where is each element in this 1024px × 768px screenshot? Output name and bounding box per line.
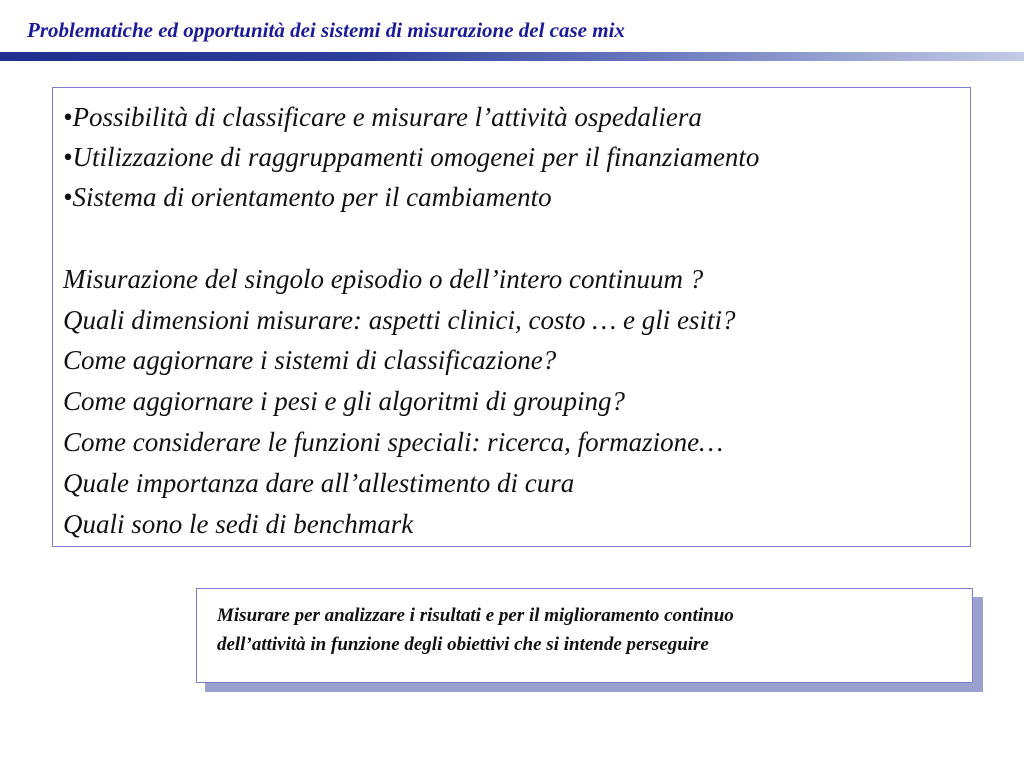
note-line: dell’attività in funzione degli obiettivi che si intende perseguire bbox=[217, 634, 709, 655]
question-line: Quali dimensioni misurare: aspetti clinici, costo … e gli esiti? bbox=[63, 305, 736, 335]
question-line: Quali sono le sedi di benchmark bbox=[63, 509, 414, 539]
question-line: Misurazione del singolo episodio o dell’intero continuum ? bbox=[63, 264, 704, 294]
question-line: Come considerare le funzioni speciali: ricerca, formazione… bbox=[63, 427, 724, 457]
note-line: Misurare per analizzare i risultati e per il miglioramento continuo bbox=[217, 605, 734, 626]
title-rule bbox=[0, 52, 1024, 61]
bullet-item: •Possibilità di classificare e misurare l’attività ospedaliera bbox=[63, 102, 702, 132]
note-box bbox=[196, 588, 973, 683]
question-line: Quale importanza dare all’allestimento di cura bbox=[63, 468, 575, 498]
question-line: Come aggiornare i sistemi di classificazione? bbox=[63, 345, 557, 375]
slide-title: Problematiche ed opportunità dei sistemi di misurazione del case mix bbox=[27, 18, 625, 42]
question-line: Come aggiornare i pesi e gli algoritmi di grouping? bbox=[63, 386, 625, 416]
bullet-item: •Utilizzazione di raggruppamenti omogenei per il finanziamento bbox=[63, 142, 760, 172]
bullet-item: •Sistema di orientamento per il cambiamento bbox=[63, 182, 552, 212]
main-text-box bbox=[52, 87, 971, 547]
